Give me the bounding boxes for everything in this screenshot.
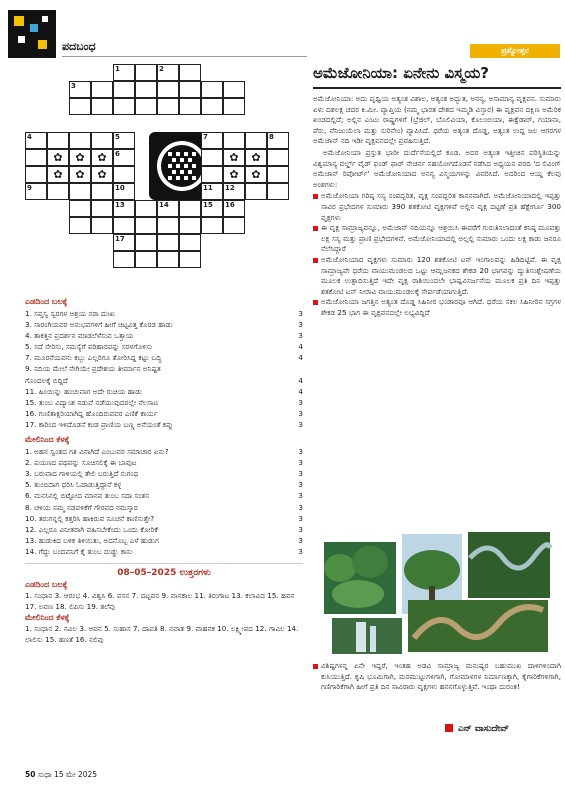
clue-item <box>25 546 303 557</box>
bullet-item: ಅಮೆಜೋನಿಯಾ ಗರಿಷ್ಠ ಸಸ್ಯ ಸಂಪದ್ಭರಿತ, ವೃಕ್ಷ ಸಂಪದ್ಭರಿತ ಕಾನನವಾಗಿದೆ. ಅಮೆಜೋನಿಯಾದಲ್ಲಿ ಇಪ್ಪತ್ತು ಸಾವಿರ ಪ್ರಭೇದಗಳ ಸುಮಾರು 390 ಶತಕೋಟಿ ವೃಕ್ಷಗಳಿವೆ ಅಲ್ಲಿನ ವೃಕ್ಷ ದಟ್ಟಣೆ ಪ್ರತಿ ಹೆಕ್ಟೇರ್ಗೂ 300 ವೃಕ್ಷಗಳು <box>313 191 561 223</box>
clue-item <box>25 468 303 479</box>
cell-number: 13 <box>115 201 125 209</box>
down-heading: ಮೇಲಿನಿಂದ ಕೆಳಕ್ಕೆ <box>25 435 70 445</box>
crossword-cell[interactable] <box>25 166 47 183</box>
section-tag: ಪ್ರಶ್ನೋತ್ತರ <box>470 44 560 58</box>
crossword-cell[interactable] <box>201 200 223 217</box>
clue-item <box>25 397 303 408</box>
answers-across: 1. ಸಂಧಾನ 3. ಆರಂಭ 4. ವಿಶ್ವಸಿ 6. ವಸನ 7. ದಟ್ಟವನ 9. ವಾನಕಾಲ 11. ತಿರುಗಾಟ 13. ಕಲಾವಿದ 15. ಹವನ 17. ಲವಣ 18. ಲಿಪಿಸು 19. ತಲೆವು <box>25 591 295 611</box>
crossword-cell[interactable] <box>179 81 201 98</box>
crossword-cell[interactable] <box>201 183 223 200</box>
clue-text: 1. ಅಹನ ಸ್ವಂತದ ಗತಿ ವಿನಾಗಿದೆ ಎಂಬುವರ ಸಮಾಚಾರ ಏನು? <box>25 447 169 457</box>
clue-length: 3 <box>298 513 303 523</box>
clue-text: 16. ಗುಣಿತಾಕ್ಷರಿಯಾಗಿದ್ದ ಹೊಂದಿರುವವರ ಎಣಿಕೆ ಕಾರ್ಯ <box>25 408 158 418</box>
page-footer <box>25 770 97 780</box>
magazine-issue: ಸುಧಾ 15 ಮೇ 2025 <box>37 770 98 779</box>
clue-length: 3 <box>298 491 303 501</box>
clue-item <box>25 490 303 501</box>
flower-icon: ✿ <box>91 149 113 166</box>
answers-across-heading: ಎಡದಿಂದ ಬಲಕ್ಕೆ <box>25 580 68 590</box>
crossword-cell[interactable] <box>25 149 47 166</box>
crossword-cell[interactable] <box>201 132 223 149</box>
crossword-cell[interactable] <box>113 64 135 81</box>
crossword-grid <box>25 64 301 288</box>
clue-text: 10. ತರುಗನ್ನಲ್ಲಿ ಕತ್ತರಿಸಿ ಹಾಕಿರುವ ಸೂಚನೆ ಕಾಣಿಸುತ್ತೇ? <box>25 513 155 523</box>
crossword-cell[interactable] <box>201 149 223 166</box>
crossword-cell[interactable] <box>69 183 91 200</box>
crossword-cell[interactable] <box>91 200 113 217</box>
answers-down: 1. ಸಂಧಾನ 2. ನವಿಲ 3. ಆವನ 5. ಸುಹಾಸ 7. ದಾಪತಿ 8. ನವಾತ 9. ವಾಹನಕ 10. ಲಕ್ಷ್ಮೀಪದ 12. ಗಾವಿಲ 14. ಲಾಲಿಸು 15. ಹಣತೆ 16. ನಲಿವು <box>25 624 299 644</box>
clue-length: 4 <box>298 353 303 363</box>
crossword-cell[interactable] <box>135 200 157 217</box>
crossword-cell[interactable] <box>157 98 179 115</box>
crossword-cell[interactable] <box>157 217 179 234</box>
clue-item <box>25 513 303 524</box>
crossword-cell[interactable] <box>135 98 157 115</box>
clue-length: 3 <box>298 502 303 512</box>
clue-text: 4. ತಾಕತ್ತಿನ ಪ್ರದರ್ಶನ ಮಾಡಲೆಳೆಸುವ ಒತ್ತಾಯ <box>25 331 134 341</box>
clue-length: 3 <box>298 309 303 318</box>
cell-number: 2 <box>159 65 164 73</box>
crossword-cell[interactable] <box>25 132 47 149</box>
crossword-cell[interactable] <box>179 64 201 81</box>
clue-length: 3 <box>298 397 303 407</box>
crossword-cell[interactable] <box>267 183 289 200</box>
crossword-cell[interactable] <box>135 217 157 234</box>
clue-text: ಗೊಂದಲಕ್ಕೆ ಬಿದ್ದಿದೆ <box>25 375 68 385</box>
crossword-cell[interactable] <box>69 132 91 149</box>
header-rule <box>62 56 307 57</box>
page-number: 50 <box>25 770 36 779</box>
crossword-cell[interactable] <box>91 217 113 234</box>
clue-length: 3 <box>298 546 303 556</box>
clue-length: 3 <box>298 408 303 418</box>
cell-number: 1 <box>115 65 120 73</box>
flower-icon: ✿ <box>245 149 267 166</box>
article-title: ಅಮೆಜೋನಿಯಾ: ಏನೇನು ವಿಸ್ಮಯ? <box>313 64 489 82</box>
clue-item <box>25 479 303 490</box>
clue-length: 4 <box>298 342 303 352</box>
cell-number: 15 <box>203 201 213 209</box>
cell-number: 17 <box>115 235 125 243</box>
crossword-cell[interactable] <box>113 183 135 200</box>
crossword-cell[interactable] <box>135 81 157 98</box>
crossword-cell[interactable] <box>25 183 47 200</box>
cell-number: 5 <box>115 133 120 141</box>
clue-length: 3 <box>298 524 303 534</box>
article-body-continued <box>313 661 561 693</box>
cell-number: 12 <box>225 184 235 192</box>
crossword-cell[interactable] <box>267 149 289 166</box>
clue-text: 6. ಮನಸಿನಲ್ಲಿ ಬಿಟ್ಟೋದ ಮಾನವ ತುಂಬ ಸದಾ ಸಂತಸ <box>25 491 150 501</box>
clue-text: 5. ತುಂಬಿದಾಗ ಧರಿಸಿ ಓದಾಡುತ್ತಿದ್ದಾನೆ ಕಳ್ಳ <box>25 480 122 490</box>
crossword-cell[interactable] <box>245 183 267 200</box>
crossword-cell[interactable] <box>135 234 157 251</box>
clue-length: 3 <box>298 480 303 490</box>
crossword-cell[interactable] <box>223 81 245 98</box>
crossword-cell[interactable] <box>91 98 113 115</box>
clue-text: 15. ತುಂಬ ವಿದ್ಯಾಂಶ ನಡುವೆ ನಡೆಯುವುದರಲ್ಲೇ ನೆಲಸಾಟ <box>25 397 159 407</box>
bullet-item: ಈ ವೃಕ್ಷ ಸಾಮ್ರಾಜ್ಯವನ್ನೂ, ಅಮೆಜಾನ್ ನದಿಯನ್ನೂ ಆಶ್ರಯಿಸಿ ಈವರೆಗೆ ಗುರುತಿಸಲಾದಂತೆ ಕನಿಷ್ಠ ಮೂವತ್ತು ಲಕ್ಷ ಸಸ್ಯ ಮತ್ತು ಪ್ರಾಣಿ ಪ್ರಭೇದಗಳಿವೆ. ಅಮೆಜೋನಿಯಾದಲ್ಲಿ ಅಲ್ಲಲ್ಲಿ ಸುಮಾರು ಒಂದು ಲಕ್ಷ ಕಾಡು ಜನರೂ ನೆಲೆಸಿದ್ದಾರೆ <box>313 223 561 255</box>
cell-number: 8 <box>269 133 274 141</box>
clue-length: 3 <box>298 535 303 545</box>
clue-text: 8. ಚಳಿಯ ನಮ್ಮ ನಡವಳಿಕೆಗೆ ಗೌರವದ ನಮಸ್ಕಾರ <box>25 502 138 512</box>
clue-text: 13. ಹುಡುಕಿದ ಬಳಿಕ ತಿಳಿಯಿತು, ಅದನೊಬ್ಬ ಎಳೆ ಹುಡುಗ <box>25 535 159 545</box>
paragraph: ಅಮೆಜೋನಿಯಾ ಪ್ರಸ್ತುತ ಭಾರೀ ದುರ್ದೆಸೆಯಲ್ಲಿದೆ ಕೂಡ. ಅದರ ಅತ್ಯಂತ ಇತ್ತೀಚಿನ ಪರಿಸ್ಥಿತಿಯನ್ನು ವಿಶ್ವಮಾನ್ಯ ವರ್ಲ್ಡ್ ವೈಡ್ ಫಂಡ್ ಫಾರ್ ನೇಚರ್ನ ಸಹಯೋಗದೊಡನೆ ನಡೆಸಿದ ಅಧ್ಯಯನ ವರದಿ 'ದ ಲಿವಿಂಗ್ ಅಮೆಜಾನ್ ರಿಪೋರ್ಟ್' ಅಮೆಜೋನಿಯಾದ ಅನನ್ಯ ವಿಸ್ಮಯಗಳನ್ನು ವಿವರಿಸಿದೆ. ಅದರಿಂದ ಆಯ್ದ ಕೆಲವು ಅಂಶಗಳು: <box>313 147 561 189</box>
clue-text: 1. ಸಪ್ತಸ್ವ ಸ್ವರಗಳ ಆಶ್ರಯ ಸರಾ ದುಃಖ <box>25 309 115 318</box>
clue-text: 3. ಬರುವಾದ ಗಾಳಿಯಲ್ಲಿ ತೇಲಿ ಬರುತ್ತಿದೆ ಸುಗಂಧ <box>25 469 139 479</box>
crossword-cell[interactable] <box>267 132 289 149</box>
crossword-cell[interactable] <box>223 217 245 234</box>
cell-number: 14 <box>159 201 169 209</box>
clue-text: 9. ನದಿಯ ಮೇಲೆ ನೇಗಿಯೇ ಪ್ರದೇಶಯ ತೀರ್ಮಾನ ಅನಿಷ್ಟತ <box>25 364 161 374</box>
clue-item <box>25 535 303 546</box>
across-heading: ಎಡದಿಂದ ಬಲಕ್ಕೆ <box>25 297 68 306</box>
across-clues <box>25 308 303 430</box>
clue-item <box>25 524 303 535</box>
flower-icon: ✿ <box>245 166 267 183</box>
crossword-cell[interactable] <box>135 64 157 81</box>
cell-number: 11 <box>203 184 213 192</box>
crossword-cell[interactable] <box>201 217 223 234</box>
clue-text: 12. ಎಲ್ಲರೂ ವಿನೀತರಾಗಿ ವಹಿಸಬೇಕೆಂದು ಒಂದು ಕೋರಿಕೆ <box>25 524 158 534</box>
clue-length: 3 <box>298 469 303 479</box>
clue-length: 3 <box>298 320 303 330</box>
crossword-cell[interactable] <box>47 183 69 200</box>
crossword-cell[interactable] <box>157 81 179 98</box>
clue-item <box>25 446 303 457</box>
crossword-cell[interactable] <box>69 81 91 98</box>
crossword-cell[interactable] <box>157 64 179 81</box>
crossword-cell[interactable] <box>201 166 223 183</box>
crossword-cell[interactable] <box>69 217 91 234</box>
crossword-cell[interactable] <box>113 149 135 166</box>
crossword-cell[interactable] <box>69 98 91 115</box>
flower-icon: ✿ <box>69 166 91 183</box>
cell-number: 7 <box>203 133 208 141</box>
crossword-cell[interactable] <box>47 132 69 149</box>
clue-length: 4 <box>298 386 303 396</box>
crossword-cell[interactable] <box>201 98 223 115</box>
clue-item <box>25 502 303 513</box>
flower-icon: ✿ <box>47 149 69 166</box>
author-name: ಎನ್ ವಾಸುದೇವ್ <box>445 724 509 734</box>
clue-text: 3. ಸಾರಂಗಿಯವರ ಅನುಭವಗಳಿಗೆ ಹೀಗೆ ಚಿಟ್ಟವಿತ್ತ ಕೊರಡ ಹಾಡು <box>25 320 173 330</box>
cell-number: 16 <box>225 201 235 209</box>
crossword-cell[interactable] <box>223 132 245 149</box>
crossword-cell[interactable] <box>223 98 245 115</box>
crossword-cell[interactable] <box>91 81 113 98</box>
paragraph: ಅಮೆಜೋನಿಯಾ: ಅದು ಪೃಥ್ವಿಯ ಅತ್ಯಂತ ವಿಶಾಲ, ಅತ್ಯಂತ ಅದ್ಭುತ, ಅನನ್ಯ, ಅಸಾಮಾನ್ಯ ವೃಕ್ಷವನ. ಸುಮಾರು ಏಳು ದಶಲಕ್ಷ ಚದರ ಕಿ.ಮೀ. ವ್ಯಾಪ್ತಿಯ (ನಮ್ಮ ಭಾರತ ದೇಶದ ಇಮ್ಮಡಿ ವಿಸ್ತಾರ) ಈ ವೃಕ್ಷವನ ದಕ್ಷಿಣ ಅಮೆರಿಕ ಖಂಡದಲ್ಲಿದೆ; ಅಲ್ಲಿನ ಎಂಟು ರಾಷ್ಟ್ರಗಳಿಗೆ (ಬ್ರೆಜಿಲ್, ಬೊಲಿವಿಯಾ, ಕೊಲಂಬಿಯಾ, ಈಕ್ವೆಡಾರ್, ಗಯಾನಾ, ಪೆರು, ವೆನಿಜುಯೆಲಾ ಮತ್ತು ಸುರಿನೇಂ) ವ್ಯಾಪಿಸಿದೆ. ಧರೆಯ ಅತ್ಯಂತ ದೊಡ್ಡ, ಅತ್ಯಂತ ಉದ್ದ ಜಲ ಆಗರಗಳ ಅಮೆಜಾನ್ ನದಿ ಇಡೀ ವೃಕ್ಷವನದಲ್ಲೇ ಪ್ರವಹಿಸುತ್ತಿದೆ. <box>313 94 561 146</box>
crossword-cell[interactable] <box>201 81 223 98</box>
bullet-item: ವಿಶಿಷ್ಟಗಳನ್ನ ಏನೇ ಇದ್ದರೆ, ಇಂತಹ ಅಡವಿ ಸಾಮ್ರಾಜ್ಯ ಮನುಷ್ಯರ ಬಹುಮುಖ ದಾಳಿಗಳಿಂದಾಗಿ ಕುಸಿಯುತ್ತಿದೆ. ಕೃಷಿ ಭೂಮಿಗಾಗಿ, ಮರಮುಟ್ಟುಗಳಿಗಾಗಿ, ಗೋಮಾಳಗಳ ನಿರ್ಮಾಣಕ್ಕಾಗಿ, ಕೈಗಾರಿಕೆಗಳಿಗಾಗಿ, ಗಣಿಗಾರಿಕೆಗಾಗಿ ಹೀಗೆ ಪ್ರತಿ ದಿನ ಸಾವಿರಾರು ವೃಕ್ಷಗಳು ಹನನಗೊಳ್ಳುತ್ತಿವೆ. ಇಂಥಾ ದುರಂತ! <box>313 661 561 693</box>
crossword-cell[interactable] <box>113 217 135 234</box>
clue-item <box>25 375 303 386</box>
crossword-cell[interactable] <box>179 200 201 217</box>
crossword-cell[interactable] <box>267 166 289 183</box>
flower-icon: ✿ <box>47 166 69 183</box>
answers-down-heading: ಮೇಲಿನಿಂದ ಕೆಳಕ್ಕೆ <box>25 613 70 623</box>
crossword-cell[interactable] <box>113 98 135 115</box>
crossword-cell[interactable] <box>91 132 113 149</box>
cell-number: 10 <box>115 184 125 192</box>
crossword-cell[interactable] <box>157 200 179 217</box>
crossword-cell[interactable] <box>179 217 201 234</box>
crossword-cell[interactable] <box>245 132 267 149</box>
crossword-cell[interactable] <box>113 251 135 268</box>
clue-text: 17. ಕಾರಿಂದ ಇಳಿದೊಡನೆ ಕಂಡ ಪ್ರಾಣಿಯ ಬಣ್ಣ ಅನೆಯಂತೆ ಕಪ್ಪು <box>25 419 173 429</box>
clue-item <box>25 408 303 419</box>
bullet-item: ಅಮೆಜೋನಿಯಾದ ವೃಕ್ಷಗಳು ಸುಮಾರು 120 ಶತಕೋಟಿ ಟನ್ ಇಂಗಾಲವನ್ನು ಹಿಡಿದಿಟ್ಟಿವೆ. ಈ ವೃಕ್ಷ ಸಾಮ್ರಾಜ್ಯವೇ ಧರೆಯ ವಾಯುಮಂಡಲದ ಒಟ್ಟು ಆಮ್ಲಜನಕದ ಶೇಕಡ 20 ಭಾಗವನ್ನು ದ್ಯುತಿಸಂಶ್ಲೇಷಣೆಯ ಮೂಲಕ ಉತ್ಪಾದಿಸುತ್ತಿದೆ ಇದೇ ವೃಕ್ಷ ರಾಶಿಯಿಂದಲೇ ಭಾಷ್ಪವಿಸರ್ಜನೆಯ ಮೂಲಕ ಪ್ರತಿ ದಿನ ಇಪ್ಪತ್ತು ಶತಕೋಟಿ ಟನ್ ನೀರಾವಿ ವಾಯುಮಂಡಲಕ್ಕೆ ಸೇರ್ಪಡೆಯಾಗುತ್ತಿದೆ. <box>313 255 561 297</box>
bullet-item: ಅಮೆಜೋನಿಯಾ ಜಗತ್ತಿನ ಅತ್ಯಂತ ದೊಡ್ಡ ಸಿಹಿನೀರ ಭಂಡಾರವೂ ಆಗಿದೆ. ಧರೆಯ ಸಕಲ ಸಿಹಿನೀರಿನ ಸಗ್ರಗಳ ಶೇಕಡ 25 ಭಾಗ ಈ ವೃಕ್ಷವನದಲ್ಲೇ ಲಭ್ಯವಿದ್ದಿದೆ <box>313 297 561 318</box>
crossword-cell[interactable] <box>223 183 245 200</box>
cell-number: 3 <box>71 82 76 90</box>
crossword-cell[interactable] <box>113 200 135 217</box>
crossword-cell[interactable] <box>223 200 245 217</box>
clue-text: 7. ಮೂರನೆಯವನು ಕಬ್ಬು ಎಲ್ಲರಿಗೂ ತೋರಿಸಿದ್ದ ಕಟ್ಟು ಬದ್ಧಿ <box>25 353 162 363</box>
clue-length: 3 <box>298 331 303 341</box>
photo-forest-canopy <box>324 542 396 614</box>
crossword-cell[interactable] <box>113 81 135 98</box>
crossword-cell[interactable] <box>135 251 157 268</box>
crossword-cell[interactable] <box>157 234 179 251</box>
title-rule <box>313 87 561 89</box>
clue-item <box>25 419 303 430</box>
clue-item <box>25 308 303 319</box>
crossword-cell[interactable] <box>113 166 135 183</box>
clue-text: 5. ಸದೆ ಸೇರಿಸು, ಸಮಸ್ಯೆಗೆ ಪರಿಹಾರವನ್ನು ಸರಳಗೊಳಿಸು <box>25 342 153 352</box>
flower-icon: ✿ <box>91 166 113 183</box>
crossword-cell[interactable] <box>113 234 135 251</box>
clue-item <box>25 319 303 330</box>
flower-icon: ✿ <box>223 166 245 183</box>
cell-number: 6 <box>115 150 120 158</box>
crossword-cell[interactable] <box>91 183 113 200</box>
amazon-photo-collage <box>318 528 554 656</box>
crossword-cell[interactable] <box>179 251 201 268</box>
crossword-cell[interactable] <box>113 132 135 149</box>
clue-columns <box>25 296 303 645</box>
clue-length: 3 <box>298 419 303 429</box>
cell-number: 9 <box>27 184 32 192</box>
clue-item <box>25 457 303 468</box>
flower-icon: ✿ <box>69 149 91 166</box>
crossword-cell[interactable] <box>157 251 179 268</box>
article-body <box>313 94 561 318</box>
clue-item <box>25 386 303 397</box>
photo-waterfall <box>332 618 402 654</box>
clue-text: 2. ಪಯಣದ ಪಥವನ್ನು ಸೂಚಿಸಲಿಕ್ಕೆ ಈ ಬಾವುಟ <box>25 458 137 468</box>
crossword-cell[interactable] <box>69 200 91 217</box>
crossword-cell[interactable] <box>179 234 201 251</box>
clue-text: 11. ಹಿಂಯಿನ್ನು ಹಂಚುವಾಗ ಅದೇ ರುಚಿಯ ಹಾಡು <box>25 386 143 396</box>
clue-item <box>25 352 303 363</box>
crossword-cell[interactable] <box>179 98 201 115</box>
clue-length: 3 <box>298 447 303 457</box>
clue-item <box>25 341 303 352</box>
clue-item <box>25 363 303 374</box>
clue-length: 3 <box>298 458 303 468</box>
clue-item <box>25 330 303 341</box>
magazine-logo <box>8 10 56 58</box>
section-title: ಪದಬಂಧ <box>62 40 96 53</box>
clue-length: 4 <box>298 375 303 385</box>
answers-heading: 08–05–2025 ಉತ್ತರಗಳು <box>25 563 303 579</box>
down-clues <box>25 446 303 557</box>
clue-text: 14. ಗೆದ್ದು ಬಂದವನಿಗೆ ಕೈ ತುಂಬ ದುಡ್ಡು ಕಾಸು <box>25 546 133 556</box>
flower-icon: ✿ <box>223 149 245 166</box>
cell-number: 4 <box>27 133 32 141</box>
